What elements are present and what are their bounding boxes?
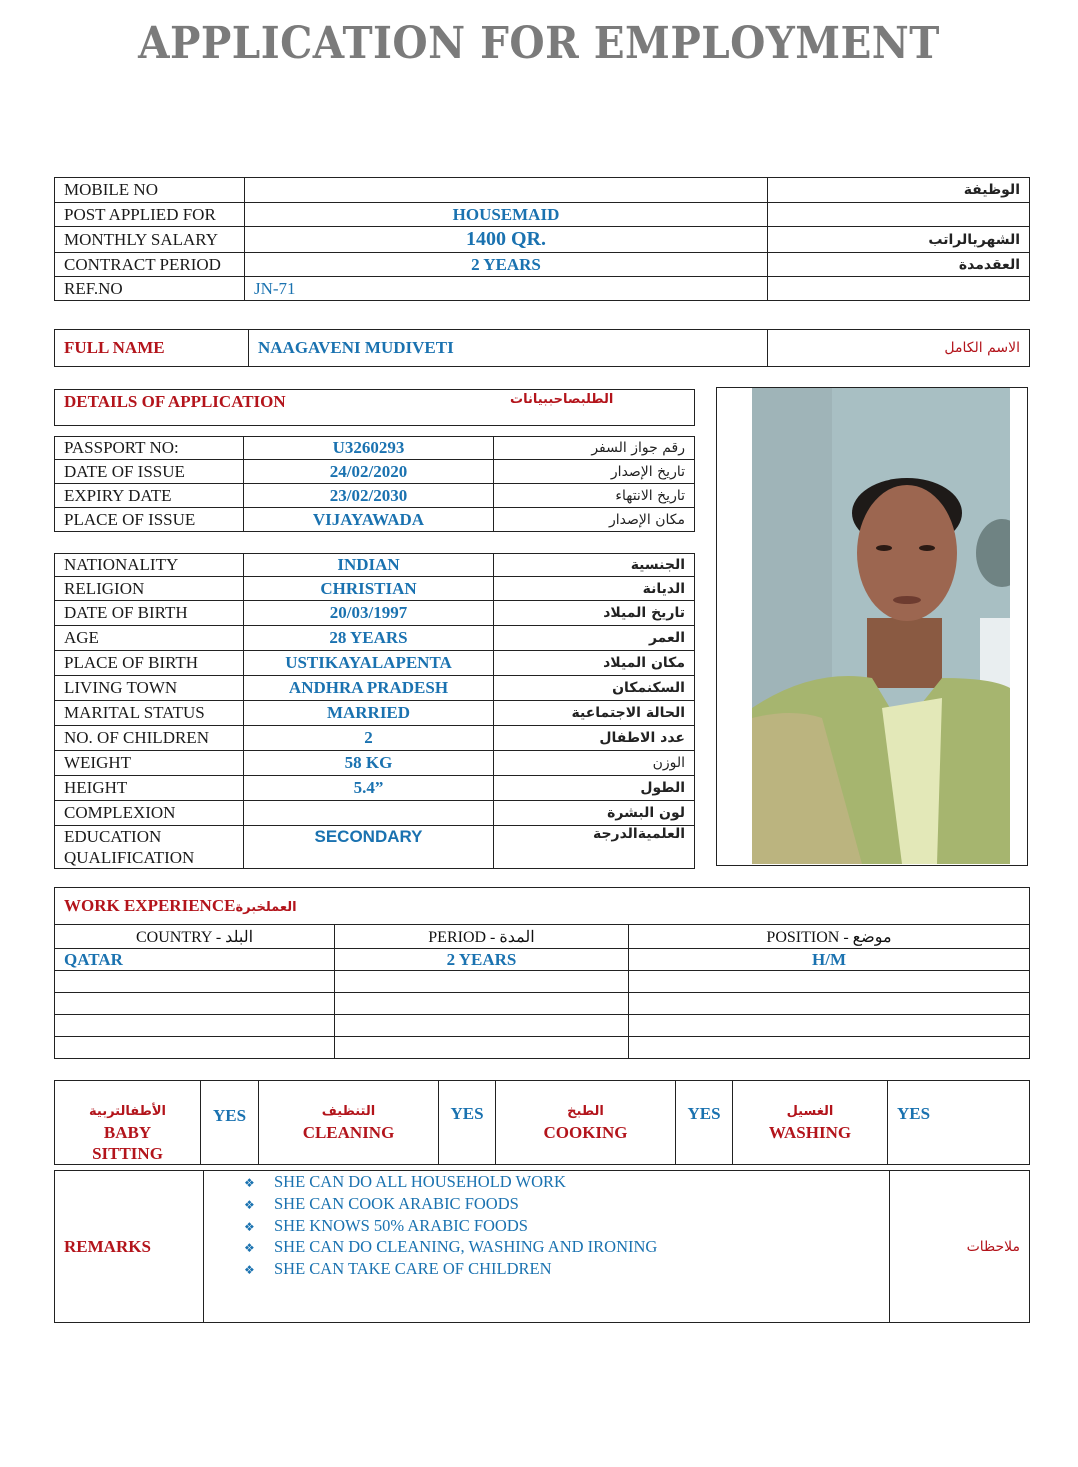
weight-label: WEIGHT — [55, 751, 244, 776]
work-country-cell — [55, 971, 335, 993]
list-item — [244, 1216, 880, 1238]
work-country-cell — [55, 1015, 335, 1037]
nationality-value: INDIAN — [244, 554, 494, 577]
list-item — [244, 1259, 880, 1281]
work-experience-label: WORK EXPERIENCE — [64, 896, 236, 915]
skill-label: COOKING — [543, 1123, 628, 1142]
table-row — [55, 203, 1030, 227]
education-label: EDUCATION QUALIFICATION — [55, 826, 244, 869]
skill-cooking-value — [676, 1081, 733, 1165]
place-issue-arabic: مكان الإصدار — [494, 508, 695, 532]
complexion-arabic: لون البشرة — [494, 801, 695, 826]
table-row — [55, 253, 1030, 277]
table-row — [55, 676, 695, 701]
living-town-value: ANDHRA PRADESH — [244, 676, 494, 701]
diamond-bullet-icon: ❖ — [244, 1263, 255, 1278]
skill-value: YES — [687, 1104, 721, 1123]
full-name-arabic: الاسم الكامل — [768, 330, 1030, 367]
place-issue-value: VIJAYAWADA — [244, 508, 494, 532]
table-row — [55, 651, 695, 676]
remark-text: SHE CAN COOK ARABIC FOODS — [274, 1193, 519, 1213]
marital-arabic: الحالة الاجتماعية — [494, 701, 695, 726]
applicant-photo — [752, 388, 1010, 864]
column-header-country: COUNTRY - البلد — [55, 925, 335, 949]
remark-text: SHE CAN TAKE CARE OF CHILDREN — [274, 1259, 552, 1279]
post-label: POST APPLIED FOR — [55, 203, 245, 227]
height-label: HEIGHT — [55, 776, 244, 801]
remarks-content — [204, 1171, 890, 1323]
table-row — [55, 554, 695, 577]
work-position-cell — [629, 1037, 1030, 1059]
work-period-cell — [335, 1015, 629, 1037]
religion-arabic: الديانة — [494, 577, 695, 601]
table-row — [55, 776, 695, 801]
passport-no-arabic: رقم جواز السفر — [494, 437, 695, 460]
table-row — [55, 626, 695, 651]
expiry-date-value: 23/02/2030 — [244, 484, 494, 508]
remark-text: SHE CAN DO CLEANING, WASHING AND IRONING — [274, 1237, 658, 1257]
table-row — [55, 993, 1030, 1015]
education-value: SECONDARY — [244, 826, 494, 869]
list-item — [244, 1237, 880, 1259]
skill-label: WASHING — [768, 1123, 852, 1142]
skill-cleaning — [259, 1081, 439, 1165]
table-row — [55, 701, 695, 726]
skill-value: YES — [897, 1104, 931, 1123]
skill-arabic-label: التنظيف — [321, 1104, 376, 1119]
table-row — [55, 484, 695, 508]
full-name-table — [54, 329, 1030, 367]
details-arabic: الطلبصاحببيانات — [510, 392, 614, 407]
age-label: AGE — [55, 626, 244, 651]
skill-washing-value — [888, 1081, 1030, 1165]
remarks-table — [54, 1170, 1030, 1323]
table-row — [55, 1015, 1030, 1037]
details-label: DETAILS OF APPLICATION — [64, 392, 286, 411]
issue-date-value: 24/02/2020 — [244, 460, 494, 484]
nationality-arabic: الجنسية — [494, 554, 695, 577]
living-town-label: LIVING TOWN — [55, 676, 244, 701]
table-row — [55, 1037, 1030, 1059]
dob-value: 20/03/1997 — [244, 601, 494, 626]
complexion-value — [244, 801, 494, 826]
table-row — [55, 888, 1030, 925]
salary-arabic: الشهريالراتب — [768, 227, 1030, 253]
remarks-arabic: ملاحظات — [890, 1171, 1030, 1323]
children-value: 2 — [244, 726, 494, 751]
person-portrait-icon — [752, 388, 1010, 864]
skill-baby-sitting-value — [201, 1081, 259, 1165]
remarks-list — [244, 1172, 880, 1281]
table-row — [55, 1171, 1030, 1323]
job-info-table — [54, 177, 1030, 301]
post-value: HOUSEMAID — [245, 203, 768, 227]
table-row — [55, 577, 695, 601]
birthplace-arabic: مكان الميلاد — [494, 651, 695, 676]
list-item — [244, 1172, 880, 1194]
children-arabic: عدد الاطفال — [494, 726, 695, 751]
skills-table — [54, 1080, 1030, 1165]
list-item — [244, 1194, 880, 1216]
diamond-bullet-icon: ❖ — [244, 1219, 255, 1234]
column-header-position: POSITION - موضع — [629, 925, 1030, 949]
ref-arabic — [768, 277, 1030, 301]
table-row — [55, 726, 695, 751]
ref-value: JN-71 — [245, 277, 768, 301]
skill-label: CLEANING — [302, 1123, 395, 1142]
complexion-label: COMPLEXION — [55, 801, 244, 826]
skill-arabic-label: الطبخ — [567, 1104, 604, 1119]
table-row — [55, 460, 695, 484]
mobile-value — [245, 178, 768, 203]
column-header-period: PERIOD - المدة — [335, 925, 629, 949]
expiry-date-arabic: تاريخ الانتهاء — [494, 484, 695, 508]
work-experience-title — [55, 888, 1030, 925]
job-arabic-label: الوظيفة — [768, 178, 1030, 203]
education-arabic: العلميةالدرجة — [494, 826, 695, 869]
table-row — [55, 178, 1030, 203]
ref-label: REF.NO — [55, 277, 245, 301]
salary-label: MONTHLY SALARY — [55, 227, 245, 253]
work-country-cell: QATAR — [55, 949, 335, 971]
marital-label: MARITAL STATUS — [55, 701, 244, 726]
passport-no-value: U3260293 — [244, 437, 494, 460]
remarks-label: REMARKS — [55, 1171, 204, 1323]
birthplace-value: USTIKAYALAPENTA — [244, 651, 494, 676]
contract-label: CONTRACT PERIOD — [55, 253, 245, 277]
contract-arabic: العقدمدة — [768, 253, 1030, 277]
full-name-value: NAAGAVENI MUDIVETI — [249, 330, 768, 367]
nationality-label: NATIONALITY — [55, 554, 244, 577]
work-experience-table — [54, 887, 1030, 1059]
table-row — [55, 601, 695, 626]
issue-date-label: DATE OF ISSUE — [55, 460, 244, 484]
table-row — [55, 801, 695, 826]
work-period-cell — [335, 971, 629, 993]
religion-label: RELIGION — [55, 577, 244, 601]
work-period-cell: 2 YEARS — [335, 949, 629, 971]
age-arabic: العمر — [494, 626, 695, 651]
work-country-cell — [55, 993, 335, 1015]
skill-cooking — [496, 1081, 676, 1165]
remark-text: SHE CAN DO ALL HOUSEHOLD WORK — [274, 1172, 566, 1191]
age-value: 28 YEARS — [244, 626, 494, 651]
skill-value: YES — [450, 1104, 484, 1123]
personal-table — [54, 553, 695, 869]
dob-label: DATE OF BIRTH — [55, 601, 244, 626]
remark-text: SHE KNOWS 50% ARABIC FOODS — [274, 1215, 528, 1235]
dob-arabic: تاريخ الميلاد — [494, 601, 695, 626]
children-label: NO. OF CHILDREN — [55, 726, 244, 751]
passport-table — [54, 436, 695, 532]
contract-value: 2 YEARS — [245, 253, 768, 277]
work-position-cell — [629, 993, 1030, 1015]
work-position-cell: H/M — [629, 949, 1030, 971]
place-issue-label: PLACE OF ISSUE — [55, 508, 244, 532]
table-row — [55, 971, 1030, 993]
post-arabic — [768, 203, 1030, 227]
living-town-arabic: السكنمكان — [494, 676, 695, 701]
table-row — [55, 277, 1030, 301]
skill-arabic-label: الأطفالتربية — [89, 1104, 166, 1119]
diamond-bullet-icon: ❖ — [244, 1197, 255, 1212]
table-row — [55, 508, 695, 532]
salary-value: 1400 QR. — [245, 227, 768, 253]
weight-arabic: الوزن — [494, 751, 695, 776]
page-title: APPLICATION FOR EMPLOYMENT — [138, 18, 940, 69]
passport-no-label: PASSPORT NO: — [55, 437, 244, 460]
issue-date-arabic: تاريخ الإصدار — [494, 460, 695, 484]
details-header — [54, 389, 695, 426]
full-name-label: FULL NAME — [55, 330, 249, 367]
expiry-date-label: EXPIRY DATE — [55, 484, 244, 508]
skill-washing — [733, 1081, 888, 1165]
table-row — [55, 751, 695, 776]
mobile-label: MOBILE NO — [55, 178, 245, 203]
height-value: 5.4” — [244, 776, 494, 801]
marital-value: MARRIED — [244, 701, 494, 726]
work-position-cell — [629, 971, 1030, 993]
skill-baby-sitting — [55, 1081, 201, 1165]
weight-value: 58 KG — [244, 751, 494, 776]
skill-label: BABY SITTING — [92, 1123, 163, 1163]
diamond-bullet-icon: ❖ — [244, 1241, 255, 1256]
work-period-cell — [335, 1037, 629, 1059]
table-header-row — [55, 925, 1030, 949]
birthplace-label: PLACE OF BIRTH — [55, 651, 244, 676]
table-row — [55, 437, 695, 460]
work-position-cell — [629, 1015, 1030, 1037]
table-row — [55, 826, 695, 869]
work-experience-arabic: العملخبرة — [235, 900, 297, 915]
religion-value: CHRISTIAN — [244, 577, 494, 601]
skill-cleaning-value — [439, 1081, 496, 1165]
diamond-bullet-icon: ❖ — [244, 1176, 255, 1190]
skill-arabic-label: الغسيل — [786, 1104, 834, 1119]
skill-value: YES — [212, 1106, 247, 1125]
table-row — [55, 1081, 1030, 1165]
table-row — [55, 330, 1030, 367]
work-period-cell — [335, 993, 629, 1015]
work-country-cell — [55, 1037, 335, 1059]
table-row — [55, 227, 1030, 253]
height-arabic: الطول — [494, 776, 695, 801]
table-row — [55, 949, 1030, 971]
